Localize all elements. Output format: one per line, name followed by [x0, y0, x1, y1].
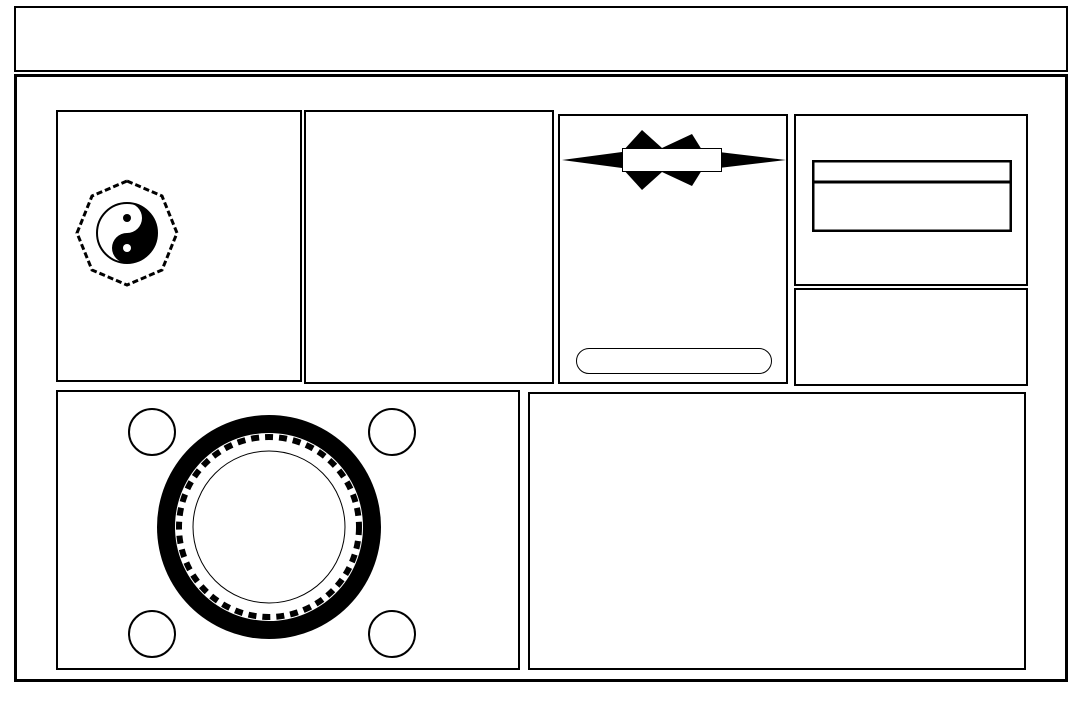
title-banner	[14, 6, 1068, 72]
eight-horses-panel	[528, 392, 1026, 670]
number-wheel	[156, 414, 382, 640]
horse-meeting-panel	[558, 114, 788, 384]
left-banner-strip	[22, 108, 42, 668]
poem-columns	[326, 196, 546, 376]
top-banner-strip	[24, 82, 1060, 104]
horse-footer	[576, 348, 772, 374]
horse-meeting-badge	[622, 148, 722, 172]
right-banner-strip	[1040, 108, 1060, 668]
abacus-panel	[794, 114, 1028, 286]
poem-panel	[304, 110, 554, 384]
history-panel	[794, 288, 1028, 386]
horses-graphic	[530, 504, 1024, 668]
footer-text	[14, 684, 1068, 708]
abacus-graphic	[812, 160, 1012, 232]
bagua-panel	[56, 110, 302, 382]
wheel-panel	[56, 390, 520, 670]
bagua-diagram	[72, 176, 182, 290]
